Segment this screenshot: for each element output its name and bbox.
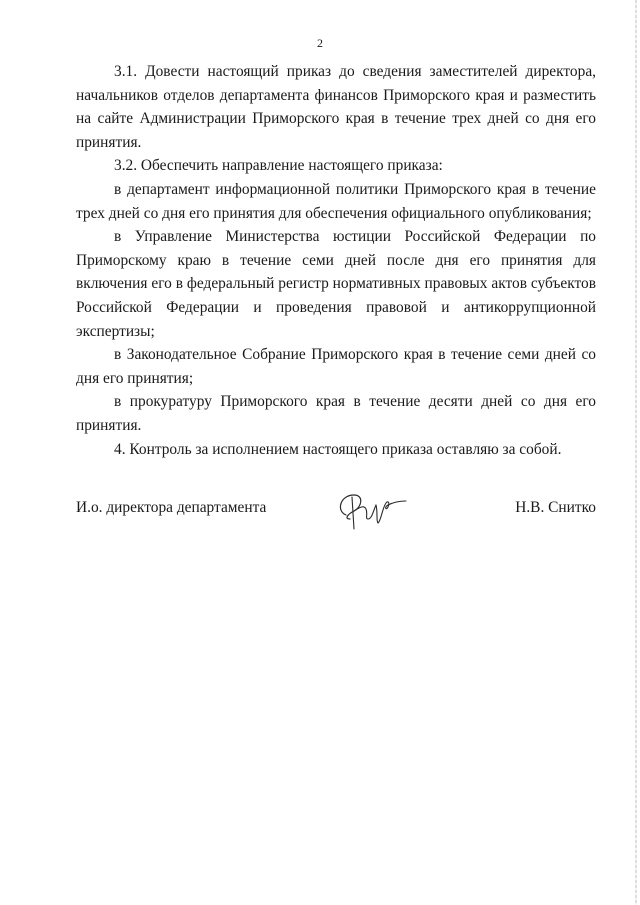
paragraph-info-policy: в департамент информационной политики Приморского края в течение трех дней со дня его принятия для обеспечения официального опубликования; [76, 180, 596, 222]
handwritten-signature [332, 485, 412, 535]
paragraph-legislative-assembly: в Законодательное Собрание Приморского края в течение семи дней со дня его принятия; [76, 346, 596, 387]
page-number: 2 [317, 36, 323, 50]
paragraph-3-1: 3.1. Довести настоящий приказ до сведения заместителей директора, начальников отделов департамента финансов Приморского края и разместить на сайте Администрации Приморского края в течение трех дней со дня его принятия. [76, 63, 596, 151]
signature-block [76, 485, 596, 535]
paragraph-prosecutor: в прокуратуру Приморского края в течение десяти дней со дня его принятия. [76, 393, 596, 434]
document-body [76, 60, 596, 461]
paragraph-4-control: 4. Контроль за исполнением настоящего приказа оставляю за собой. [114, 440, 562, 458]
signatory-name: Н.В. Снитко [515, 499, 596, 516]
signatory-title: И.о. директора департамента [76, 499, 267, 516]
paragraph-ministry-justice: в Управление Министерства юстиции Российской Федерации по Приморскому краю в течение семи дней после дня его принятия для включения его в федеральный регистр нормативных правовых актов субъектов Российской Федерации и проведения правовой и антикоррупционной экспертизы; [76, 228, 596, 340]
paragraph-3-2: 3.2. Обеспечить направление настоящего приказа: [114, 157, 443, 175]
scan-edge [635, 0, 637, 905]
